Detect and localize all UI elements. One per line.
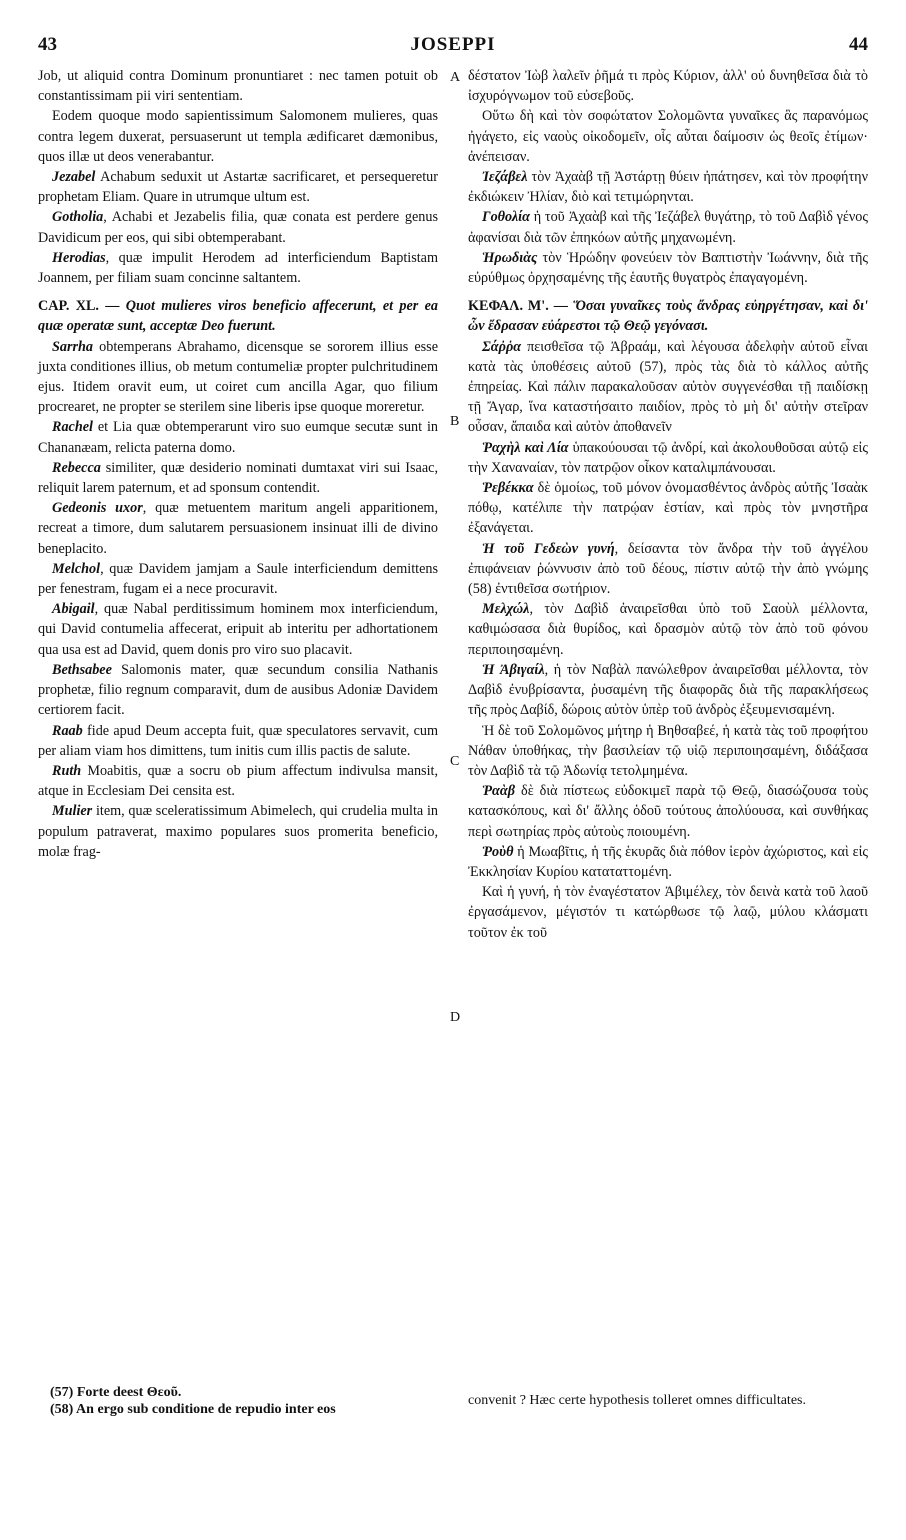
paragraph-text: fide apud Deum accepta fuit, quæ speculatores servavit, cum per aliam viam hos dimittens, tum initis cum illis pactis de salute. xyxy=(38,722,438,759)
person-name: Rebecca xyxy=(52,459,101,476)
paragraph-text: , quæ Nabal perditissimum hominem mox interficiendum, qui David contumelia affecerat, eripuit ab interitu per adhortationem qua usa est ad David, quem donis pro viro suo placavit. xyxy=(38,601,438,658)
paragraph-text: Ἡ δὲ τοῦ Σολομῶνος μήτηρ ἡ Βηθσαβεέ, ἡ κατὰ τὰς τοῦ προφήτου Νάθαν ὑποθήκας, τὴν βασιλείαν τῷ υἱῷ περιποιησαμένη, διδάξασα τὸν Δαβὶδ τὰ τῷ Ἀδωνίᾳ τετολμημένα. xyxy=(468,722,868,779)
paragraph xyxy=(38,498,438,559)
paragraph xyxy=(38,207,438,247)
paragraph xyxy=(468,842,868,882)
person-name: Rachel xyxy=(52,419,93,436)
paragraph-text: , quæ impulit Herodem ad interficiendum Baptistam Joannem, per filiam suam concinne saltantem. xyxy=(38,249,438,287)
person-name: Sarrha xyxy=(52,338,94,355)
person-name: Ῥεβέκκα xyxy=(482,480,534,497)
paragraph xyxy=(38,801,438,862)
person-name: Herodias xyxy=(52,249,106,266)
paragraph xyxy=(468,660,868,721)
paragraph xyxy=(38,559,438,599)
paragraph xyxy=(38,458,438,498)
paragraph xyxy=(468,781,868,842)
paragraph-text: ὑπακούουσαι τῷ ἀνδρί, καὶ ἀκολουθοῦσαι αὐτῷ εἰς τὴν Χαναναίαν, τὸν πατρῷον οἶκον καταλιμπάνουσαι. xyxy=(468,439,868,476)
person-name: Mulier xyxy=(52,803,93,820)
paragraph-text: τὸν Ἡρώδην φονεύειν τὸν Βαπτιστὴν Ἰωάννην, διὰ τῆς εὐρύθμως ὀρχησαμένης τῆς ἑαυτῆς θυγατρὸς ἐπαγαγομένη. xyxy=(468,249,868,287)
paragraph xyxy=(468,438,868,478)
paragraph-text: et Lia quæ obtemperarunt viro suo eumque secutæ sunt in Chananæam, relicta paterna domo. xyxy=(38,419,438,456)
person-name: Raab xyxy=(52,722,83,739)
paragraph-text: obtemperans Abrahamo, dicensque se sororem illius esse juxta conditiones illius, ob metum contumeliæ propter pulchritudinem ejus. Itidem oravit eum, ut coiret cum ancilla Agar, quo filium procrearet, ne propter se sterilem sine liberis ipse quoque moreretur. xyxy=(38,338,438,416)
running-header xyxy=(38,34,868,58)
footnotes xyxy=(50,1384,440,1418)
person-name: Abigail xyxy=(52,601,95,618)
paragraph xyxy=(38,66,438,106)
paragraph xyxy=(38,106,438,167)
margin-marker-d: D xyxy=(450,1010,461,1025)
chapter-heading-greek xyxy=(468,296,868,336)
paragraph-text: Salomonis mater, quæ secundum consilia Nathanis prophetæ, filio regnum comparavit, dum de ausibus Adoniæ Davidem certiorem facit. xyxy=(38,661,438,719)
person-name: Melchol xyxy=(52,560,101,577)
paragraph-text: , ἡ τὸν Ναβὰλ πανώλεθρον ἀναιρεῖσθαι μέλλοντα, τὸν Δαβὶδ ἐνυβρίσαντα, ῥυσαμένη τῆς διαφορᾶς διὰ τῆς παρακλήσεως τῆς πρὸς Δαβίδ, δώροις αὐτὸν ὑπὲρ τοῦ ἀνδρὸς ἐξευμενισαμένη. xyxy=(468,661,868,719)
footnote: (57) Forte deest Θεοῦ. xyxy=(50,1385,182,1400)
person-name: Μελχώλ xyxy=(482,601,530,618)
chapter-label: ΚΕΦΑΛ. Μ'. — xyxy=(468,298,573,315)
paragraph-text: Achabum seduxit ut Astartæ sacrificaret, et persequeretur prophetam Eliam. Quare in utrumque ultum est. xyxy=(38,169,438,206)
person-name: Jezabel xyxy=(52,169,96,186)
paragraph-text: , quæ Davidem jamjam a Saule interficiendum demittens per fenestram, fugam ei a nece procuravit. xyxy=(38,560,438,598)
paragraph xyxy=(468,882,868,943)
person-name: Ruth xyxy=(52,762,82,779)
paragraph xyxy=(38,660,438,721)
chapter-title: Quot mulieres viros beneficio affecerunt, et per ea quæ operatæ sunt, acceptæ Deo fuerunt. xyxy=(38,298,438,335)
paragraph xyxy=(38,417,438,457)
chapter-label: CAP. XL. — xyxy=(38,298,126,315)
paragraph-text: item, quæ sceleratissimum Abimelech, qui crudelia multa in populum patraverat, maximo populares suos promerita beneficio, molæ frag- xyxy=(38,803,438,860)
paragraph-text: δὲ διὰ πίστεως εὐδοκιμεῖ παρὰ τῷ Θεῷ, διασώζουσα τοὺς κατασκόπους, καὶ δι' ἄλλης ὁδοῦ τούτους ἀπολύουσα, καὶ συνθήκας περὶ σωτηρίας πρὸς αὐτοὺς ποιουμένη. xyxy=(468,783,868,840)
paragraph xyxy=(468,106,868,167)
person-name: Ῥαὰβ xyxy=(482,783,516,800)
person-name: Gedeonis uxor xyxy=(52,500,143,517)
paragraph-text: Moabitis, quæ a socru ob pium affectum indivulsa mansit, atque in Ecclesiam Dei censita est. xyxy=(38,762,438,800)
paragraph-text: Job, ut aliquid contra Dominum pronuntiaret : nec tamen potuit ob constantissimam pii viri sententiam. xyxy=(38,68,438,105)
paragraph xyxy=(38,761,438,801)
paragraph-text: δὲ ὁμοίως, τοῦ μόνον ὀνομασθέντος ἀνδρὸς αὐτῆς Ἰσαὰκ πόθῳ, κατέλιπε τὴν πατρῴαν ἑστίαν, καὶ πρὸς τὸν μνηστῆρα ἐξανάγεται. xyxy=(468,480,868,537)
chapter-heading-latin xyxy=(38,296,438,336)
paragraph xyxy=(468,599,868,660)
paragraph xyxy=(38,599,438,660)
paragraph xyxy=(468,721,868,782)
paragraph-text: δέστατον Ἰὼβ λαλεῖν ῥῆμά τι πρὸς Κύριον, ἀλλ' οὐ δυνηθεῖσα διὰ τὸ ἰσχυρόγνωμον τοῦ εὐσεβοῦς. xyxy=(468,68,868,105)
paragraph-text: , quæ metuentem maritum angeli apparitionem, recreat a timore, dum salutarem persuasionem insinuat illi de divino beneplacito. xyxy=(38,500,438,557)
paragraph xyxy=(468,337,868,438)
margin-marker-c: C xyxy=(450,754,460,769)
person-name: Gotholia xyxy=(52,209,104,226)
paragraph-text: ἡ Μωαβῖτις, ἡ τῆς ἑκυρᾶς διὰ πόθον ἱερὸν ἀχώριστος, καὶ εἰς Ἐκκλησίαν Κυρίου καταταττομένη. xyxy=(468,843,868,880)
paragraph xyxy=(468,478,868,539)
paragraph-text: ἡ τοῦ Ἀχαὰβ καὶ τῆς Ἰεζάβελ θυγάτηρ, τὸ τοῦ Δαβὶδ γένος ἀφανίσαι διὰ τῶν ἐπηκόων αὐτῆς μηχανωμένη. xyxy=(468,209,868,246)
page-number-left: 43 xyxy=(38,34,57,55)
person-name: Ἰεζάβελ xyxy=(482,169,528,186)
person-name: Ῥαχὴλ καὶ Λία xyxy=(482,439,569,456)
paragraph xyxy=(468,167,868,207)
paragraph xyxy=(38,248,438,288)
page-number-right: 44 xyxy=(849,34,868,55)
paragraph-text: πεισθεῖσα τῷ Ἀβραάμ, καὶ λέγουσα ἀδελφὴν αὐτοῦ εἶναι κατὰ τὰς ὑποθέσεις αὐτοῦ (57), πρὸς τὰς διὰ τὸ κάλλος αὐτῆς ἐπηρείας. Καὶ πάλιν παρακαλοῦσαν αὐτὸν συγγενέσθαι τῇ παιδίσκῃ τῇ Ἄγαρ, ἵνα καταστήσαιτο παιδίον, πρὸς τὸ μὴ δι' αὐτὴν στεῖραν οὖσαν, ἄπαιδα καὶ αὐτὸν ἀποθανεῖν xyxy=(468,338,868,436)
person-name: Ἡ τοῦ Γεδεὼν γυνή xyxy=(482,540,615,557)
paragraph-text: τὸν Ἀχαὰβ τῇ Ἀστάρτῃ θύειν ἠπάτησεν, καὶ τὸν προφήτην ἐκδιώκειν Ἠλίαν, διὸ καὶ τετιμώρηνται. xyxy=(468,169,868,206)
paragraph xyxy=(38,721,438,761)
paragraph-text: , Achabi et Jezabelis filia, quæ conata est perdere genus Davidicum per eos, qui sibi obtemperabant. xyxy=(38,209,438,246)
paragraph xyxy=(38,337,438,418)
paragraph xyxy=(38,167,438,207)
person-name: Σάῤῥα xyxy=(482,338,522,355)
paragraph xyxy=(468,248,868,288)
latin-column xyxy=(38,66,438,862)
paragraph xyxy=(468,66,868,106)
chapter-title: Ὅσαι γυναῖκες τοὺς ἄνδρας εὐηργέτησαν, καὶ δι' ὧν ἔδρασαν εὐάρεστοι τῷ Θεῷ γεγόνασι. xyxy=(468,298,869,335)
paragraph-text: Eodem quoque modo sapientissimum Salomonem mulieres, quas contra legem duxerat, persuaserunt ut templa ædificaret dæmonibus, quos illæ ut deos venerabantur. xyxy=(38,108,438,165)
paragraph-text: , δείσαντα τὸν ἄνδρα τὴν τοῦ ἀγγέλου ἐπιφάνειαν ῥώννυσιν ἀπὸ τοῦ δέους, πίστιν αὐτῷ τὴν ἀπὸ γνώμης (58) ἐντιθεῖσα σωτήριον. xyxy=(468,540,868,598)
paragraph xyxy=(468,539,868,600)
greek-column xyxy=(468,66,868,943)
paragraph-text: , τὸν Δαβὶδ ἀναιρεῖσθαι ὑπὸ τοῦ Σαοὺλ μέλλοντα, καθιμώσασα διὰ θυρίδος, καὶ δρασμὸν αὐτῷ τὸν ἀπὸ τοῦ φόνου περιποιησαμένη. xyxy=(468,601,868,658)
person-name: Γοθολία xyxy=(482,209,530,226)
paragraph xyxy=(468,207,868,247)
person-name: Bethsabee xyxy=(52,661,112,678)
footnote-continuation: convenit ? Hæc certe hypothesis tolleret omnes difficultates. xyxy=(468,1393,806,1408)
paragraph-text: Καὶ ἡ γυνή, ἡ τὸν ἐναγέστατον Ἀβιμέλεχ, τὸν δεινὰ κατὰ τοῦ λαοῦ ἐργασάμενον, μέγιστόν τι κατώρθωσε τῷ λαῷ, μύλου κλάσματι τοῦτον ἐκ τοῦ xyxy=(468,884,868,941)
paragraph-text: similiter, quæ desiderio nominati dumtaxat viri sui Isaac, reliquit larem paternum, et ad sponsum contendit. xyxy=(38,459,438,497)
margin-marker-a: A xyxy=(450,70,461,85)
person-name: Ἡρωδιὰς xyxy=(482,249,538,266)
person-name: Ῥοὺθ xyxy=(482,843,514,860)
footnote: (58) An ergo sub conditione de repudio inter eos xyxy=(50,1402,336,1417)
person-name: Ἡ Ἀβιγαίλ xyxy=(482,661,545,678)
margin-marker-b: B xyxy=(450,414,460,429)
running-title: JOSEPPI xyxy=(410,34,496,55)
paragraph-text: Οὕτω δὴ καὶ τὸν σοφώτατον Σολομῶντα γυναῖκες ἃς παρανόμως ἠγάγετο, εἰς ναοὺς οἰκοδομεῖν, οἷς αὗται δαίμοσιν ὡς θεοῖς ἐτίμων· ἀνέπεισαν. xyxy=(468,108,868,165)
